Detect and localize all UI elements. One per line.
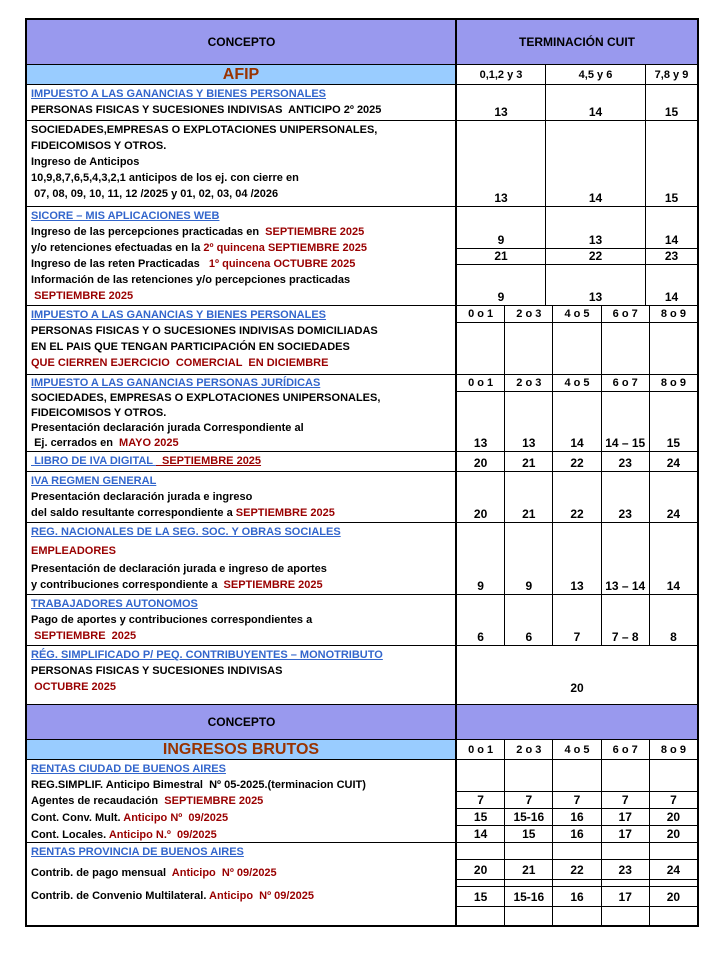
value-cell bbox=[504, 760, 552, 791]
afip-band-row bbox=[27, 64, 697, 84]
row-date: SEPTIEMBRE 2025 bbox=[155, 455, 262, 467]
value-cell: 15 bbox=[645, 85, 697, 120]
row-text: Agentes de recaudación bbox=[31, 795, 165, 807]
value-cell bbox=[552, 323, 600, 374]
value-cell: 9 bbox=[497, 232, 505, 247]
cuit5-col: 8 o 9 bbox=[649, 740, 697, 759]
value-cell: 13 bbox=[552, 523, 600, 594]
row-text: Información de las retenciones y/o percepciones practicadas bbox=[31, 274, 351, 286]
value-cell bbox=[457, 907, 504, 925]
value-cell: 20 bbox=[473, 456, 488, 470]
values-subrow bbox=[457, 825, 697, 842]
ingresos-brutos-band-row bbox=[27, 739, 697, 759]
values-subrow bbox=[457, 121, 697, 206]
values-subrow-empty bbox=[457, 760, 697, 791]
row-text: Presentación declaración jurada Correspondiente al bbox=[31, 422, 304, 434]
value-cell: 15-16 bbox=[504, 887, 552, 906]
value-cell bbox=[649, 843, 697, 859]
value-cell: 7 – 8 bbox=[601, 595, 649, 645]
ganancias-bienes-personales-link[interactable]: IMPUESTO A LAS GANANCIAS Y BIENES PERSONALES bbox=[31, 88, 327, 100]
value-cell: 7 bbox=[552, 595, 600, 645]
row-date: Anticipo Nº 09/2025 bbox=[209, 890, 314, 902]
value-cell-merged: 20 bbox=[570, 681, 584, 695]
row-text: Pago de aportes y contribuciones correspondientes a bbox=[31, 614, 313, 626]
value-cell: 16 bbox=[552, 809, 600, 825]
row-text: PERSONAS FISICAS Y SUCESIONES INDIVISAS bbox=[31, 665, 283, 677]
table-header-row-2 bbox=[27, 704, 697, 739]
ib-cuit-columns bbox=[457, 740, 697, 759]
table-row bbox=[27, 305, 697, 374]
value-cell: 24 bbox=[649, 472, 697, 522]
row-date: 1º quincena OCTUBRE 2025 bbox=[208, 258, 356, 270]
values-subrow bbox=[457, 523, 697, 594]
concepto-header-2: CONCEPTO bbox=[27, 705, 457, 739]
monotributo-link[interactable]: RÉG. SIMPLIFICADO P/ PEQ. CONTRIBUYENTES – MONOTRIBUTO bbox=[31, 649, 383, 661]
value-cell: 23 bbox=[601, 472, 649, 522]
values-subrow bbox=[457, 265, 697, 306]
libro-iva-digital-link[interactable]: LIBRO DE IVA DIGITAL bbox=[31, 455, 156, 467]
value-cell: 17 bbox=[601, 809, 649, 825]
value-cell: 21 bbox=[504, 860, 552, 879]
table-row bbox=[27, 84, 697, 120]
value-cell: 21 bbox=[504, 452, 552, 471]
table-row bbox=[27, 120, 697, 206]
cuit5-col: 2 o 3 bbox=[504, 740, 552, 759]
row-text: Cont. Conv. Mult. bbox=[31, 812, 124, 824]
value-cell: 13 bbox=[545, 265, 645, 306]
value-cell: 24 bbox=[649, 452, 697, 471]
value-cell: 20 bbox=[473, 862, 488, 877]
value-cell: 15-16 bbox=[504, 809, 552, 825]
value-cell bbox=[552, 907, 600, 925]
rentas-caba-link[interactable]: RENTAS CIUDAD DE BUENOS AIRES bbox=[31, 763, 226, 775]
values-subrow bbox=[457, 595, 697, 645]
value-cell: 15 bbox=[649, 392, 697, 451]
value-cell: 8 bbox=[649, 595, 697, 645]
value-cell: 7 bbox=[477, 793, 484, 807]
ganancias-juridicas-link[interactable]: IMPUESTO A LAS GANANCIAS PERSONAS JURÍDICAS bbox=[31, 377, 321, 389]
row-date: SEPTIEMBRE 2025 bbox=[164, 795, 264, 807]
row-text: y/o retenciones efectuadas en la bbox=[31, 242, 204, 254]
header-2-right-fill bbox=[457, 705, 697, 739]
value-cell: 24 bbox=[649, 860, 697, 879]
value-cell: 9 bbox=[497, 290, 505, 304]
values-subrow bbox=[457, 85, 697, 120]
row-text: SOCIEDADES,EMPRESAS O EXPLOTACIONES UNIPERSONALES, bbox=[31, 124, 378, 136]
value-cell bbox=[601, 843, 649, 859]
values-subrow-empty bbox=[457, 843, 697, 859]
value-cell bbox=[601, 323, 649, 374]
values-subrow bbox=[457, 452, 697, 471]
row-text: REG.SIMPLIF. Anticipo Bimestral Nº 05-2025.(terminacion CUIT) bbox=[31, 779, 366, 791]
value-cell: 7 bbox=[649, 792, 697, 808]
values-subrow bbox=[457, 323, 697, 374]
values-subrow-empty bbox=[457, 907, 697, 925]
table-row bbox=[27, 645, 697, 704]
value-cell: 6 bbox=[504, 595, 552, 645]
value-cell: 20 bbox=[649, 826, 697, 842]
row-text: Contrib. de Convenio Multilateral. bbox=[31, 890, 210, 902]
trabajadores-autonomos-link[interactable]: TRABAJADORES AUTONOMOS bbox=[31, 598, 198, 610]
value-cell bbox=[457, 323, 504, 374]
cuit5-col: 8 o 9 bbox=[649, 375, 697, 391]
row-date: SEPTIEMBRE 2025 bbox=[31, 630, 137, 642]
row-text: Contrib. de pago mensual bbox=[31, 867, 172, 879]
values-subrow bbox=[457, 392, 697, 451]
row-text: y contribuciones correspondiente a bbox=[31, 579, 224, 591]
value-cell: 7 bbox=[504, 792, 552, 808]
sicore-link[interactable]: SICORE – MIS APLICACIONES WEB bbox=[31, 210, 220, 222]
row-text: del saldo resultante correspondiente a bbox=[31, 507, 236, 519]
value-cell: 9 bbox=[504, 523, 552, 594]
iva-regimen-general-link[interactable]: IVA REGMEN GENERAL bbox=[31, 475, 157, 487]
row-date: SEPTIEMBRE 2025 bbox=[265, 226, 365, 238]
row-date: SEPTIEMBRE 2025 bbox=[31, 290, 134, 302]
value-cell: 21 bbox=[504, 472, 552, 522]
row-text: Presentación declaración jurada e ingreso bbox=[31, 491, 253, 503]
values-subrow bbox=[457, 808, 697, 825]
table-row bbox=[27, 471, 697, 522]
value-cell: 22 bbox=[545, 249, 645, 264]
value-cell: 14 bbox=[645, 207, 697, 248]
cuit5-header-subrow bbox=[457, 740, 697, 759]
value-cell: 16 bbox=[552, 887, 600, 906]
row-date: Anticipo Nº 09/2025 bbox=[171, 867, 277, 879]
row-text: Presentación de declaración jurada e ingreso de aportes bbox=[31, 563, 327, 575]
row-text: PERSONAS FISICAS Y SUCESIONES INDIVISAS ANTICIPO 2º 2025 bbox=[31, 104, 382, 116]
row-text: FIDEICOMISOS Y OTROS. bbox=[31, 140, 167, 152]
value-cell bbox=[649, 907, 697, 925]
ingresos-brutos-band-label: INGRESOS BRUTOS bbox=[27, 740, 457, 759]
value-cell bbox=[552, 843, 600, 859]
value-cell: 14 bbox=[645, 265, 697, 306]
value-cell bbox=[601, 907, 649, 925]
cuit5-col: 0 o 1 bbox=[468, 308, 494, 320]
value-cell: 13 bbox=[504, 392, 552, 451]
terminacion-cuit-header: TERMINACIÓN CUIT bbox=[519, 35, 635, 49]
ganancias-bienes-personales-link[interactable]: IMPUESTO A LAS GANANCIAS Y BIENES PERSONALES bbox=[31, 309, 327, 321]
value-cell: 15 bbox=[504, 826, 552, 842]
afip-band-label: AFIP bbox=[27, 65, 457, 84]
table-header-row bbox=[27, 20, 697, 64]
row-text: Cont. Locales. bbox=[31, 829, 109, 841]
cuit5-col: 2 o 3 bbox=[504, 375, 552, 391]
value-cell: 13 bbox=[473, 436, 488, 450]
value-cell bbox=[457, 843, 504, 859]
values-subrow bbox=[457, 207, 697, 248]
tax-calendar-table bbox=[25, 18, 699, 927]
cuit5-header-subrow bbox=[457, 375, 697, 392]
value-cell: 17 bbox=[601, 887, 649, 906]
value-cell bbox=[649, 760, 697, 791]
value-cell: 13 – 14 bbox=[601, 523, 649, 594]
row-text: SOCIEDADES, EMPRESAS O EXPLOTACIONES UNIPERSONALES, bbox=[31, 392, 381, 404]
values-subrow bbox=[457, 248, 697, 265]
cuit3-header-subrow bbox=[457, 65, 697, 84]
cuit5-col: 0 o 1 bbox=[468, 743, 494, 756]
value-cell: 9 bbox=[477, 579, 484, 593]
row-text: 07, 08, 09, 10, 11, 12 /2025 y 01, 02, 03, 04 /2026 bbox=[31, 188, 279, 200]
row-date: Anticipo Nº 09/2025 bbox=[123, 812, 229, 824]
cuit3-col-1: 0,1,2 y 3 bbox=[479, 68, 523, 81]
cuit5-col: 0 o 1 bbox=[468, 377, 494, 389]
row-date: SEPTIEMBRE 2025 bbox=[223, 579, 323, 591]
rentas-pba-link[interactable]: RENTAS PROVINCIA DE BUENOS AIRES bbox=[31, 846, 244, 858]
table-row bbox=[27, 374, 697, 451]
value-cell: 15 bbox=[473, 889, 488, 904]
row-date: SEPTIEMBRE 2025 bbox=[235, 507, 335, 519]
value-cell: 14 bbox=[545, 85, 645, 120]
row-text: Ingreso de las reten Practicadas bbox=[31, 258, 209, 270]
row-subtitle: EMPLEADORES bbox=[31, 545, 116, 557]
table-row bbox=[27, 759, 697, 842]
row-text: FIDEICOMISOS Y OTROS. bbox=[31, 407, 167, 419]
value-cell: 14 bbox=[649, 523, 697, 594]
row-text: Ingreso de las percepciones practicadas en bbox=[31, 226, 266, 238]
value-cell: 14 bbox=[545, 121, 645, 206]
value-cell: 22 bbox=[552, 452, 600, 471]
value-cell bbox=[504, 907, 552, 925]
cuit5-col: 6 o 7 bbox=[601, 375, 649, 391]
value-cell: 13 bbox=[494, 191, 508, 205]
row-text: 10,9,8,7,6,5,4,3,2,1 anticipos de los ej. con cierre en bbox=[31, 172, 299, 184]
values-subrow bbox=[457, 886, 697, 907]
value-cell: 20 bbox=[649, 809, 697, 825]
row-text: Ej. cerrados en bbox=[31, 437, 120, 449]
table-row bbox=[27, 522, 697, 594]
row-date: OCTUBRE 2025 bbox=[31, 681, 116, 693]
afip-cuit-columns bbox=[457, 65, 697, 84]
value-cell bbox=[552, 760, 600, 791]
value-cell: 14 bbox=[473, 827, 488, 841]
cuit5-col: 8 o 9 bbox=[649, 306, 697, 322]
value-cell: 14 – 15 bbox=[601, 392, 649, 451]
value-cell: 16 bbox=[552, 826, 600, 842]
row-date: QUE CIERREN EJERCICIO COMERCIAL EN DICIEMBRE bbox=[31, 357, 329, 369]
row-text: Ingreso de Anticipos bbox=[31, 156, 140, 168]
value-cell: 20 bbox=[473, 507, 488, 521]
value-cell: 7 bbox=[552, 792, 600, 808]
value-cell: 15 bbox=[473, 810, 488, 824]
row-date: 2º quincena SEPTIEMBRE 2025 bbox=[203, 242, 367, 254]
value-cell: 23 bbox=[601, 860, 649, 879]
value-cell bbox=[504, 843, 552, 859]
table-row bbox=[27, 842, 697, 925]
row-text: PERSONAS FISICAS Y O SUCESIONES INDIVISAS DOMICILIADAS bbox=[31, 325, 378, 337]
value-cell bbox=[457, 760, 504, 791]
value-cell bbox=[504, 323, 552, 374]
cuit5-col: 6 o 7 bbox=[601, 306, 649, 322]
value-cell: 14 bbox=[552, 392, 600, 451]
value-cell: 23 bbox=[601, 452, 649, 471]
value-cell: 13 bbox=[545, 207, 645, 248]
value-cell: 17 bbox=[601, 826, 649, 842]
cuit5-header-subrow bbox=[457, 306, 697, 323]
value-cell: 15 bbox=[645, 121, 697, 206]
cuit5-col: 4 o 5 bbox=[552, 740, 600, 759]
row-text: EN EL PAIS QUE TENGAN PARTICIPACIÓN EN SOCIEDADES bbox=[31, 341, 350, 353]
cuit5-col: 2 o 3 bbox=[504, 306, 552, 322]
table-row bbox=[27, 206, 697, 305]
value-cell: 22 bbox=[552, 860, 600, 879]
row-date: Anticipo N.º 09/2025 bbox=[108, 829, 217, 841]
value-cell: 22 bbox=[552, 472, 600, 522]
value-cell: 13 bbox=[494, 105, 508, 119]
cuit5-col: 4 o 5 bbox=[552, 375, 600, 391]
seguridad-social-link[interactable]: REG. NACIONALES DE LA SEG. SOC. Y OBRAS SOCIALES bbox=[31, 526, 341, 538]
cuit5-col: 4 o 5 bbox=[552, 306, 600, 322]
value-cell: 6 bbox=[477, 630, 484, 644]
value-cell bbox=[649, 323, 697, 374]
values-subrow bbox=[457, 859, 697, 880]
cuit3-col-3: 7,8 y 9 bbox=[645, 65, 697, 84]
value-cell: 20 bbox=[649, 887, 697, 906]
concepto-header: CONCEPTO bbox=[27, 20, 457, 64]
table-row bbox=[27, 451, 697, 471]
cuit3-col-2: 4,5 y 6 bbox=[545, 65, 645, 84]
value-cell: 23 bbox=[645, 249, 697, 264]
cuit5-col: 6 o 7 bbox=[601, 740, 649, 759]
values-subrow bbox=[457, 791, 697, 808]
value-cell: 7 bbox=[601, 792, 649, 808]
table-row bbox=[27, 594, 697, 645]
values-subrow bbox=[457, 472, 697, 522]
row-date: MAYO 2025 bbox=[119, 437, 179, 449]
value-cell: 21 bbox=[494, 249, 508, 263]
value-cell bbox=[601, 760, 649, 791]
